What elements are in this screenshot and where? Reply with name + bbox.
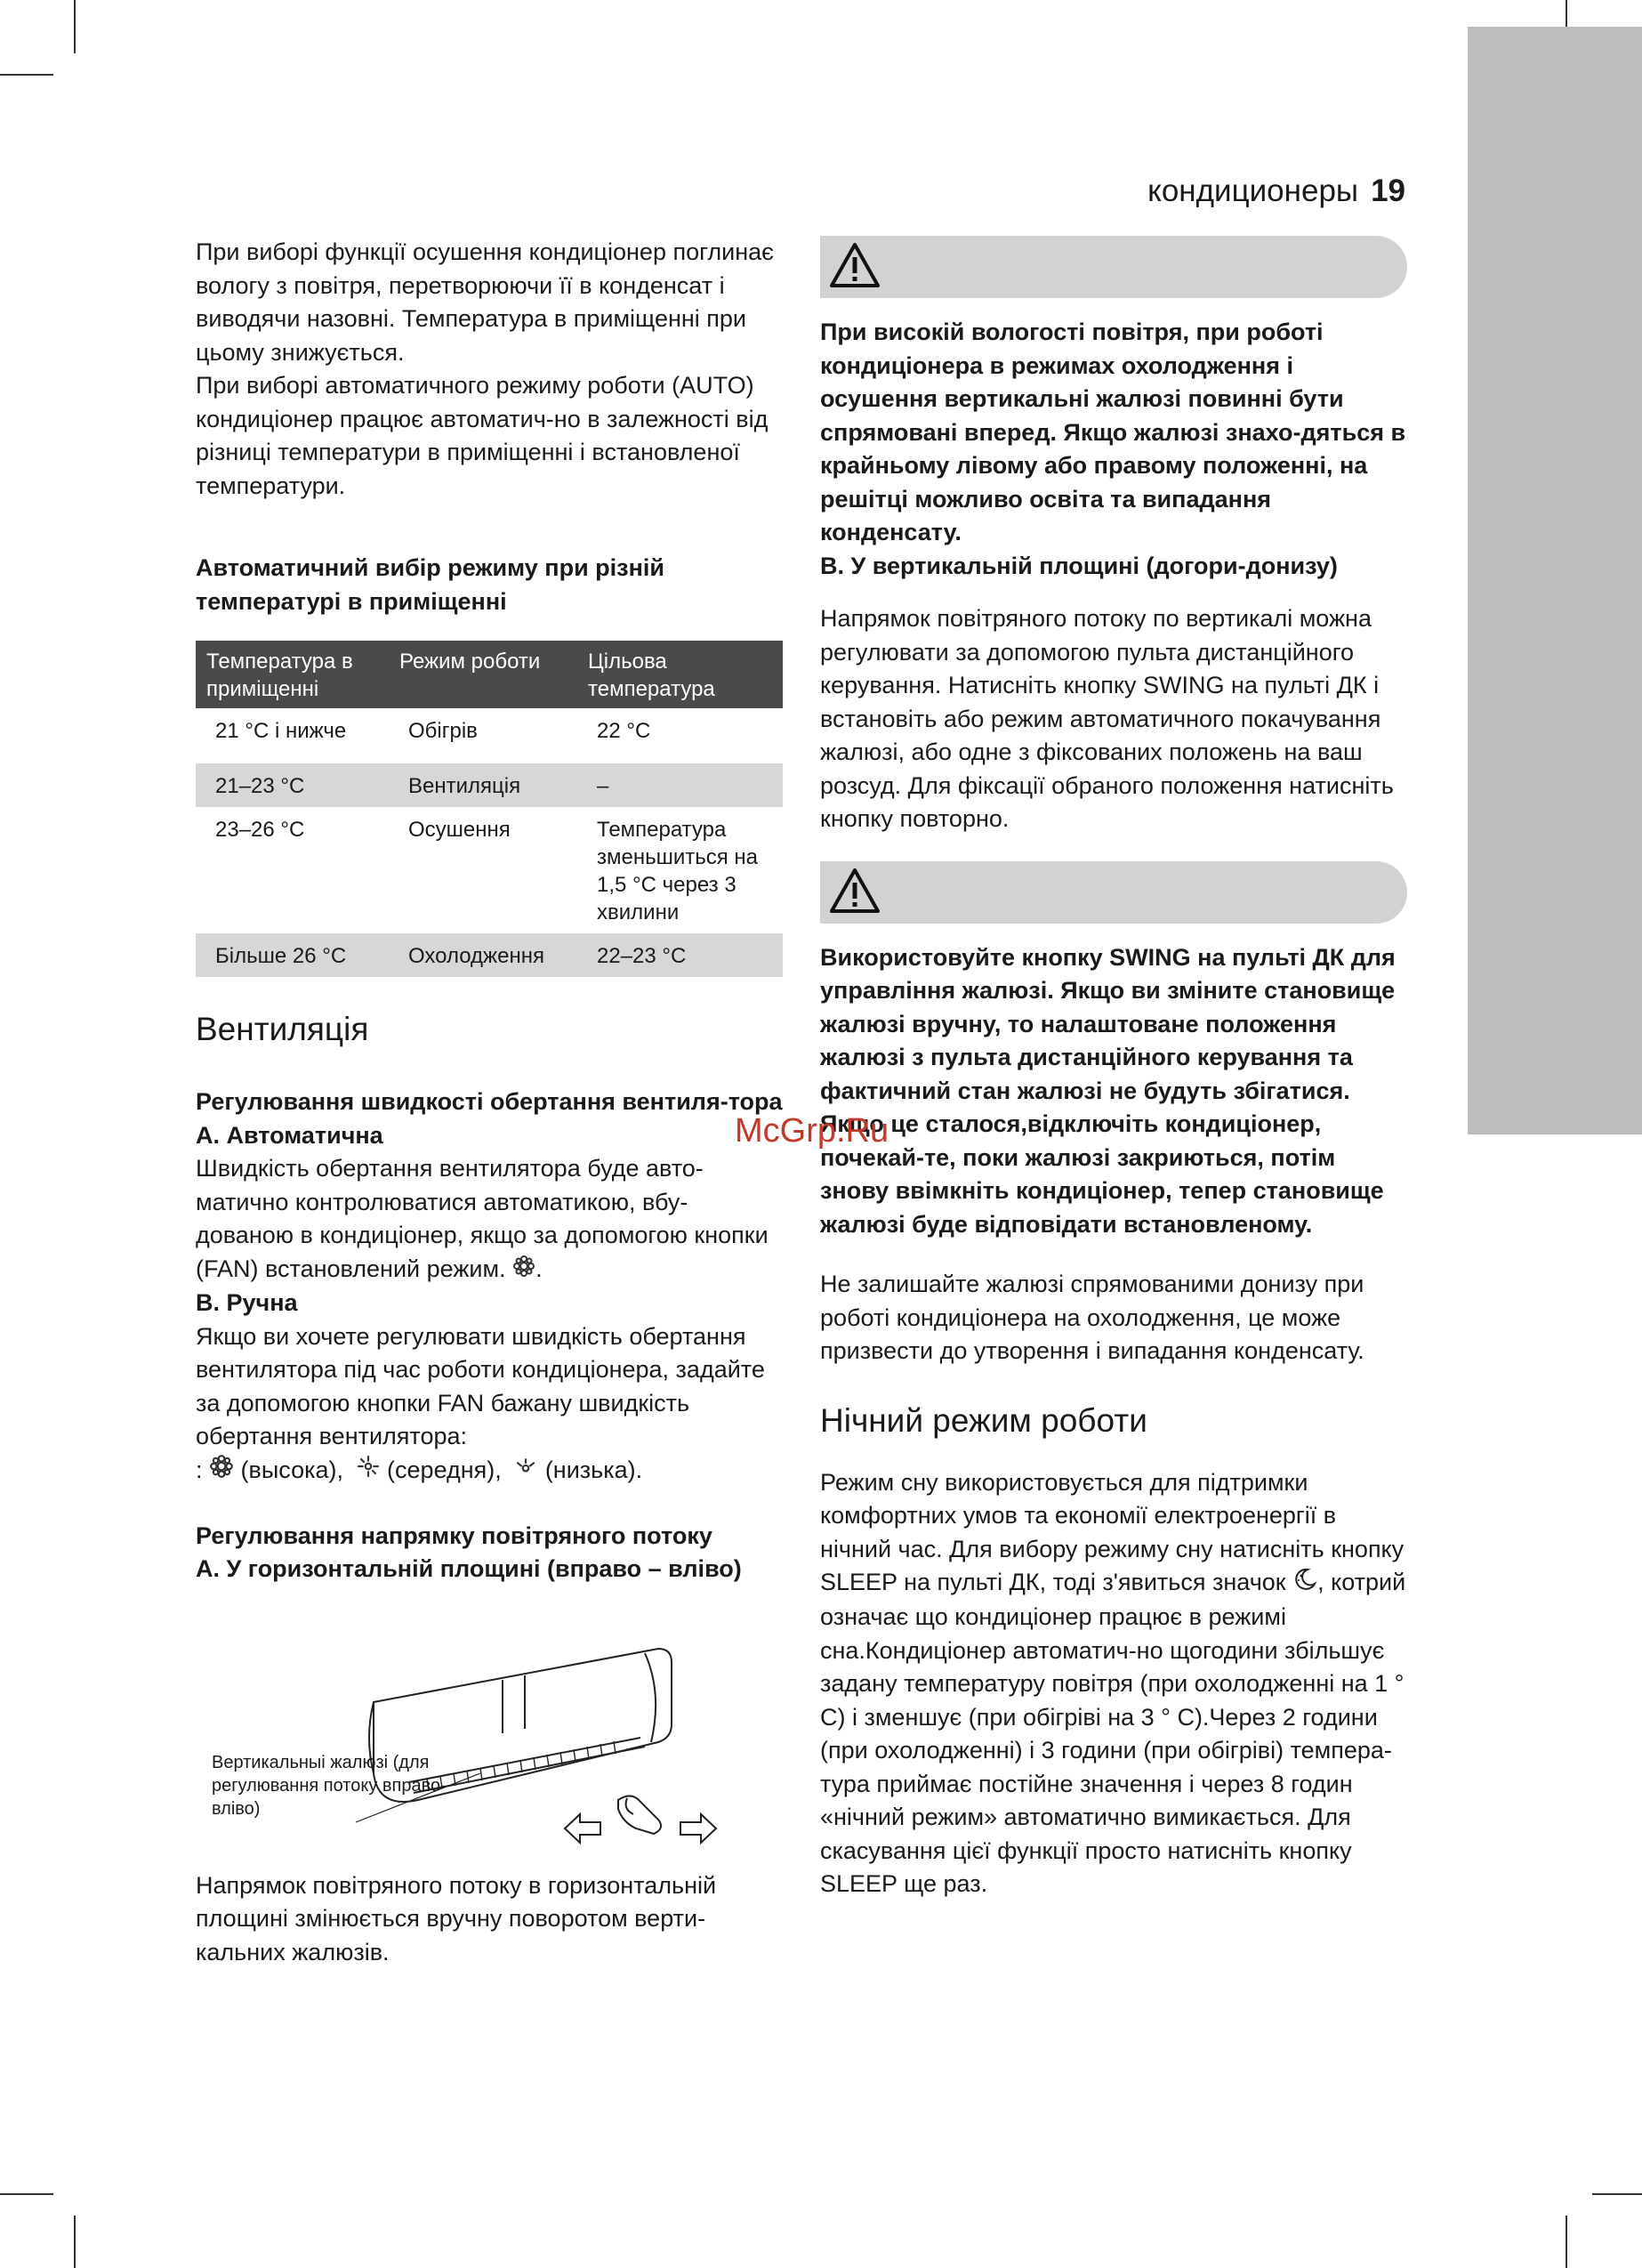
warning-bar	[820, 236, 1407, 298]
page-header	[1130, 174, 1405, 209]
table-cell: Температура зменьшиться на 1,5 °C через 3 хвилини	[597, 818, 759, 924]
table-cell: Осушення	[408, 818, 511, 842]
header-title: кондиционеры	[1147, 174, 1359, 208]
table-title: Автоматичний вибір режиму при різній температурі в приміщенні	[196, 554, 665, 615]
column-header: Температура в приміщенні	[196, 641, 389, 708]
table-cell: 21–23 °C	[196, 763, 389, 807]
table-row	[196, 933, 783, 977]
intro-text: При виборі функції осушення кондиціонер поглинає вологу з повітря, перетворюючи її в конденсат і виводячи назовні. Температура в приміщенні при цьому знижується. При виборі автоматичного режиму роботи (AUTO) кондиціонер працює автоматич-но в залежності від різниці температури в приміщенні і встановленої температури.	[196, 238, 774, 499]
speed-low-label: (низька).	[544, 1456, 643, 1483]
fan-mid-icon	[356, 1454, 381, 1489]
table-row	[196, 807, 783, 933]
column-header: Режим роботи	[389, 641, 577, 708]
crop-mark	[1592, 2193, 1642, 2195]
speed-options: : (высока), (середня), (низька).	[196, 1454, 783, 1489]
crop-mark	[0, 74, 53, 76]
table-cell: Охолодження	[389, 933, 577, 977]
manual-text: Якщо ви хочете регулювати швидкість обертання вентилятора під час роботи кондиціонера, задайте за допомогою кнопки FAN бажану швидкість обертання вентилятора:	[196, 1322, 765, 1450]
table-cell: 22 °C	[597, 719, 651, 743]
mode-table	[196, 641, 783, 977]
table-row	[196, 708, 783, 763]
horizontal-text: Напрямок повітряного потоку в горизонтальній площині змінюється вручну поворотом верти-кальних жалюзів.	[196, 1871, 717, 1965]
warning-text: Використовуйте кнопку SWING на пульті ДК для управління жалюзі. Якщо ви зміните становище жалюзі вручну, то налаштоване положення жалюзі з пульта дистанційного керування та фактичний стан жалюзі не будуть збігатися. Якщо це сталося,відключіть кондиціонер, почекай-те, поки жалюзі закриються, потім знову ввімкніть кондиціонер, тепер становище жалюзі буде відповідати встановленому.	[820, 943, 1396, 1238]
vertical-text: Напрямок повітряного потоку по вертикалі можна регулювати за допомогою пульта дистанційного керування. Натисніть кнопку SWING на пульті ДК і встановіть або режим автоматичного покачування жалюзі, або одне з фіксованих положень на ваш розсуд. Для фіксації обраного положення натисніть кнопку повторно.	[820, 605, 1394, 832]
night-mode-heading: Нічний режим роботи	[820, 1401, 1147, 1439]
auto-text: Швидкість обертання вентилятора буде авто-матично контролюватися автоматикою, вбу-дованою в кондиціонер, якщо за допомогою кнопки (FAN) встановлений режим. .	[196, 1152, 783, 1287]
table-row	[196, 763, 783, 807]
warning-triangle-icon	[829, 241, 881, 289]
vertical-label: B. У вертикальній площині (догори-донизу)	[820, 552, 1338, 579]
night-text-part1: Режим сну використовується для підтримки комфортних умов та економії електроенергії в нічний час. Для вибору режиму сну натисніть кнопку SLEEP на пульті ДК, тоді з'явиться значок	[820, 1468, 1405, 1595]
watermark: McGrp.Ru	[735, 1112, 889, 1150]
fan-low-icon	[513, 1454, 538, 1489]
speed-heading: Регулювання швидкості обертання вентиля-тора	[196, 1088, 783, 1115]
fan-auto-icon	[512, 1254, 535, 1287]
table-cell: 21 °C і нижче	[215, 719, 347, 743]
table-cell: Вентиляція	[389, 763, 577, 807]
auto-text-body: Швидкість обертання вентилятора буде авто-матично контролюватися автоматикою, вбу-дованою в кондиціонер, якщо за допомогою кнопки (FAN) встановлений режим.	[196, 1155, 769, 1282]
arrow-right-icon	[680, 1814, 716, 1843]
warning-text: При високій вологості повітря, при роботі кондиціонера в режимах охолодження і осушення вертикальні жалюзі повинні бути спрямовані вперед. Якщо жалюзі знахо-дяться в крайньому лівому або правому положенні, на решітці можливо освіта та випадання конденсату.	[820, 319, 1406, 545]
warning-triangle-icon	[829, 867, 881, 915]
horizontal-label: A. У горизонтальній площині (вправо – вліво)	[196, 1555, 742, 1583]
crop-mark	[0, 2193, 53, 2195]
side-tab	[1468, 27, 1642, 1134]
crop-mark	[74, 0, 76, 53]
table-cell: Обігрів	[408, 719, 478, 743]
arrow-left-icon	[565, 1814, 600, 1843]
page-number: 19	[1371, 174, 1405, 208]
column-header: Цільова температура	[577, 641, 783, 708]
ventilation-heading: Вентиляція	[196, 1011, 369, 1047]
warning-bar	[820, 861, 1407, 924]
fan-high-icon	[209, 1454, 234, 1489]
hand-icon	[618, 1796, 661, 1834]
table-cell: 22–23 °C	[577, 933, 783, 977]
speed-mid-label: (середня),	[387, 1456, 502, 1483]
table-cell: Більше 26 °C	[196, 933, 389, 977]
auto-label: A. Автоматична	[196, 1121, 383, 1149]
manual-label: B. Ручна	[196, 1289, 298, 1317]
figure-caption: Вертикальныі жалюзі (для регулювання потоку вправо-вліво)	[212, 1752, 447, 1819]
night-mode-text	[820, 1466, 1407, 1901]
night-text-part2: , котрий означає що кондиціонер працює в режимі сна.Кондиціонер автоматич-но щогодини збільшує задану температуру повітря (при охолодженні на 1 ° C) і зменшує (при обігріві на 3 ° C).Через 2 години (при охолодженні) і 3 години (при обігріві) темпера-тура приймає постійне значення і через 8 годин «нічний режим» автоматично вимикається. Для скасування цієї функції просто натисніть кнопку SLEEP ще раз.	[820, 1569, 1406, 1898]
right-column	[820, 236, 1407, 1901]
ac-illustration	[196, 1595, 783, 1853]
table-cell: 23–26 °C	[215, 818, 305, 842]
crop-mark	[74, 2216, 76, 2268]
table-cell: –	[577, 763, 783, 807]
direction-heading: Регулювання напрямку повітряного потоку	[196, 1521, 712, 1549]
sleep-moon-icon	[1292, 1567, 1317, 1602]
note-text: Не залишайте жалюзі спрямованими донизу при роботі кондиціонера на охолодження, це може призвести до утворення і випадання конденсату.	[820, 1271, 1364, 1364]
table-header-row	[196, 641, 783, 708]
speed-high-label: (высока),	[240, 1456, 344, 1483]
crop-mark	[1566, 2216, 1567, 2268]
left-column	[196, 236, 783, 1969]
